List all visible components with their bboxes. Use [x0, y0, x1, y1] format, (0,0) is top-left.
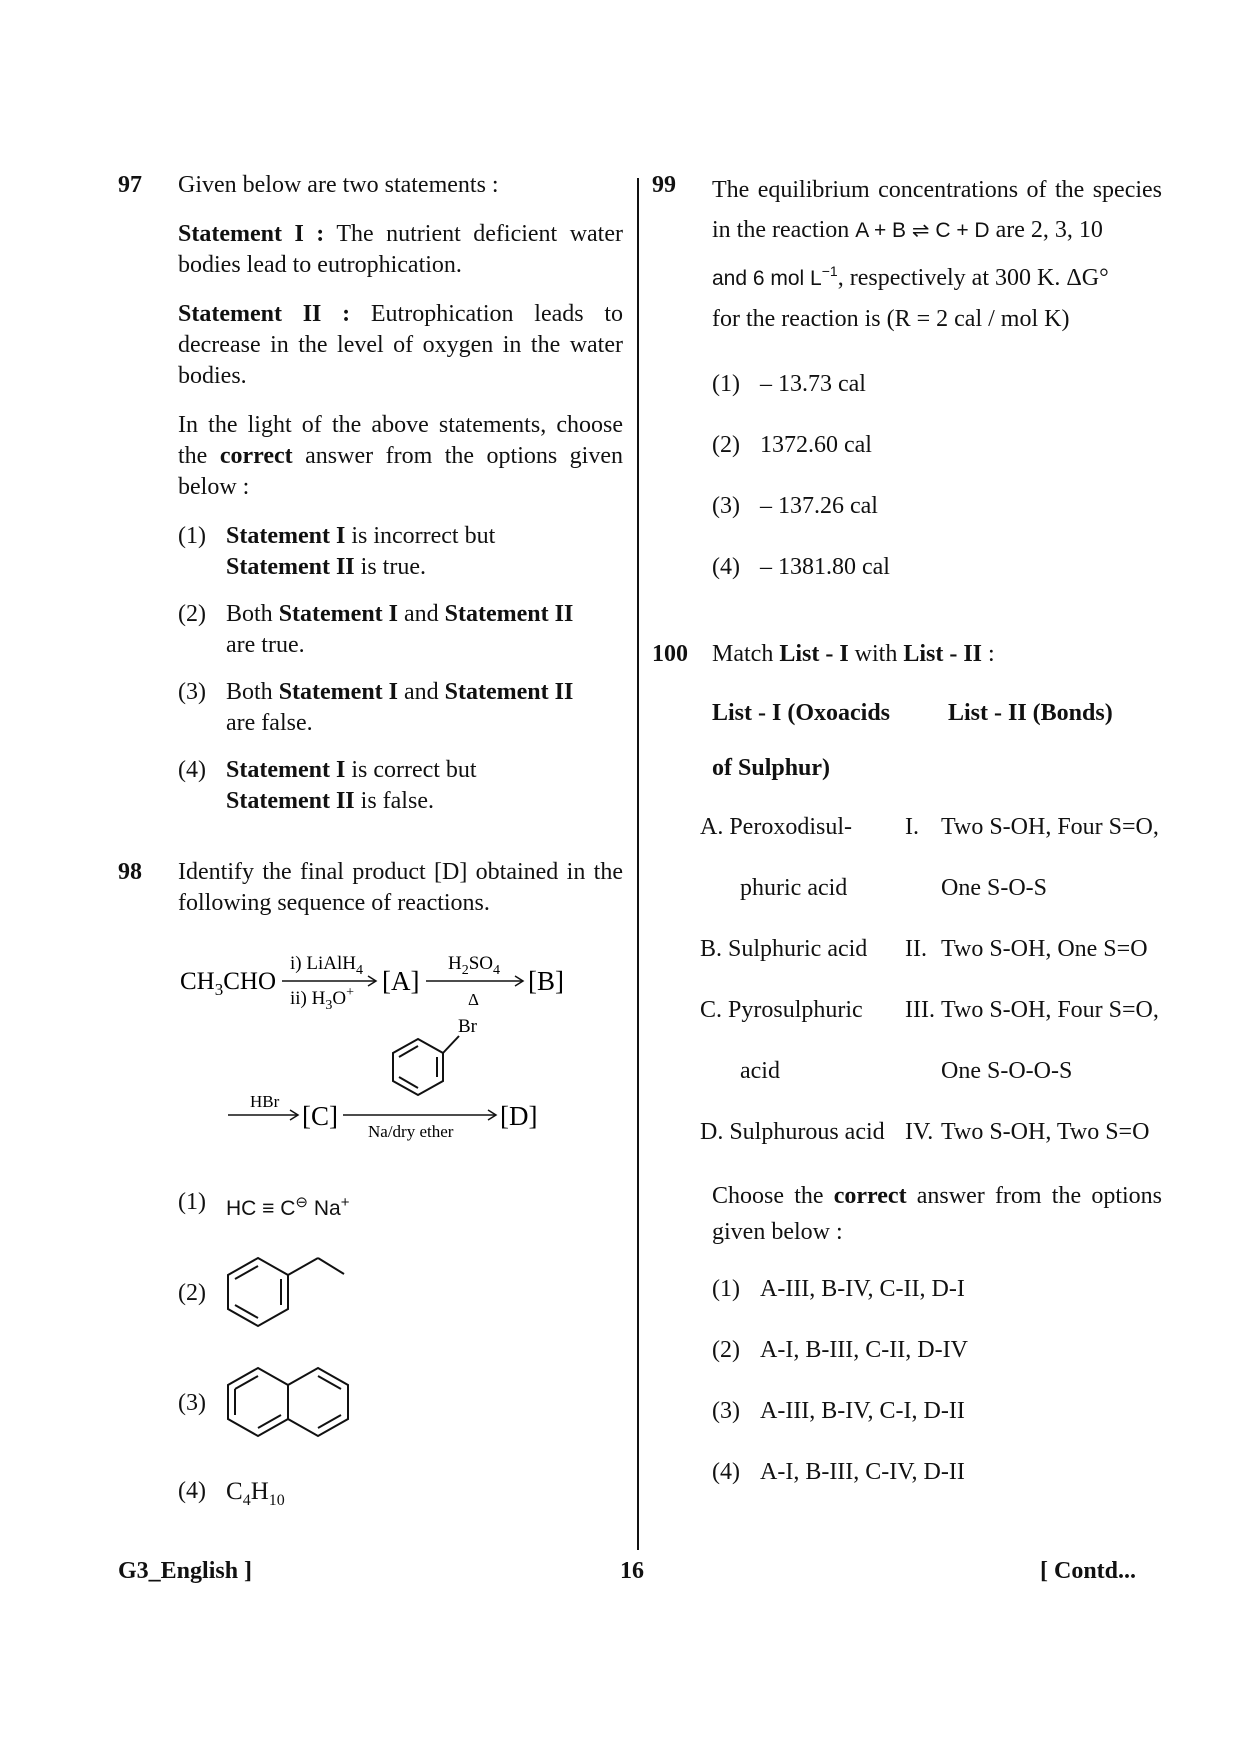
option-2[interactable]: [712, 1335, 1162, 1366]
question-number: 97: [118, 172, 142, 198]
list-2-numeral: I.: [905, 814, 919, 840]
list-2-numeral: III.: [905, 997, 935, 1023]
option-text: and: [398, 679, 445, 705]
option-3[interactable]: [178, 1360, 623, 1456]
product-d: [D]: [500, 1101, 538, 1131]
option-1[interactable]: [178, 1187, 623, 1224]
question-text: [712, 639, 1162, 670]
statement-text: The nutrient deficient water bodies lead to eutrophication.: [178, 221, 623, 278]
prompt-emphasis: correct: [833, 1183, 907, 1209]
option-3[interactable]: [178, 677, 623, 739]
question-intro: Given below are two statements :: [178, 172, 499, 198]
prompt-text: answer from the options given below :: [178, 443, 623, 500]
question-text-part: :: [982, 641, 995, 667]
bromine-label: Br: [458, 1016, 477, 1037]
option-text: 1372.60 cal: [760, 432, 872, 458]
list-2-header: List - II (Bonds): [948, 700, 1113, 726]
list-1-item: acid: [740, 1058, 780, 1084]
option-bold: Statement II: [444, 679, 574, 705]
question-text: Identify the final product [D] obtained in the following sequence of reactions.: [178, 859, 623, 916]
reagent-2-top: $H_2SO_4$: [448, 953, 501, 978]
option-text: is incorrect but: [345, 523, 496, 549]
option-number: (3): [178, 679, 206, 705]
prompt-text: In the light of the above statements, choose the: [178, 412, 623, 469]
question-prompt: [178, 410, 623, 503]
unit-exponent: −1: [821, 263, 838, 279]
prompt-text: answer from the options given below :: [712, 1183, 1162, 1245]
bromobenzene-structure: [393, 1036, 459, 1095]
match-row: [700, 995, 1162, 1026]
option-text: – 13.73 cal: [760, 371, 866, 397]
option-bold: Statement II: [226, 788, 355, 814]
footer-booklet-code: G3_English ]: [118, 1558, 253, 1584]
option-text: Both: [226, 601, 279, 627]
statement-text: Eutrophication leads to decrease in the level of oxygen in the water bodies.: [178, 301, 623, 389]
statement-label: Statement I :: [178, 221, 325, 247]
left-column: [118, 170, 623, 1532]
option-number: (1): [712, 1276, 740, 1302]
list-2-numeral: IV.: [905, 1119, 934, 1145]
question-number: 99: [652, 172, 676, 198]
option-text: A-III, B-IV, C-I, D-II: [760, 1398, 965, 1424]
option-4[interactable]: [712, 1457, 1162, 1488]
unit-text: and 6 mol L: [712, 267, 822, 290]
option-number: (2): [712, 1337, 740, 1363]
option-number: (3): [178, 1390, 206, 1416]
list-1-item: D. Sulphurous acid: [700, 1119, 885, 1145]
question-emphasis: List - II: [903, 641, 983, 667]
list-1-header-continued: of Sulphur): [712, 755, 831, 781]
option-3[interactable]: [712, 491, 1162, 522]
option-bold: Statement I: [226, 523, 346, 549]
list-2-item: Two S-OH, Four S=O,: [941, 997, 1159, 1023]
reagent-1-bottom: ii) $H_3O^+$: [290, 985, 354, 1013]
intermediate-a: [A]: [382, 966, 420, 996]
option-2[interactable]: [178, 599, 623, 661]
list-2-item: Two S-OH, One S=O: [941, 936, 1148, 962]
option-number: (4): [712, 554, 740, 580]
option-number: (4): [712, 1459, 740, 1485]
prompt-text: Choose the: [712, 1183, 834, 1209]
match-row: [700, 934, 1162, 965]
charge: ⊖: [295, 1194, 308, 1211]
list-2-item: Two S-OH, Four S=O,: [941, 814, 1159, 840]
list-1-header: List - I (Oxoacids: [712, 700, 891, 726]
biphenyl-structure: [226, 1360, 386, 1456]
option-number: (1): [178, 523, 206, 549]
question-97: [118, 170, 623, 817]
list-2-item: One S-O-O-S: [941, 1058, 1073, 1084]
right-column: [652, 170, 1162, 1518]
option-number: (1): [178, 1189, 206, 1215]
statement-label: Statement II :: [178, 301, 351, 327]
question-text-part: for the reaction is (R = 2 cal / mol K): [712, 306, 1070, 332]
option-1[interactable]: [712, 1274, 1162, 1305]
list-2-item: One S-O-S: [941, 875, 1047, 901]
option-number: (2): [178, 601, 206, 627]
question-text-part: are 2, 3, 10: [989, 217, 1103, 243]
list-1-item: phuric acid: [740, 875, 848, 901]
option-bold: Statement II: [226, 554, 355, 580]
option-4[interactable]: [712, 552, 1162, 583]
ethylbenzene-structure: [226, 1250, 366, 1346]
reaction-scheme: [178, 937, 623, 1167]
list-1-item: A. Peroxodisul-: [700, 814, 852, 840]
question-emphasis: List - I: [779, 641, 849, 667]
list-2-numeral: II.: [905, 936, 927, 962]
match-row: [700, 1117, 1162, 1148]
reaction-equation: A + B ⇌ C + D: [855, 219, 990, 242]
match-row: [712, 873, 1162, 904]
intermediate-b: [B]: [528, 966, 564, 996]
match-row: [712, 1056, 1162, 1087]
option-text: Both: [226, 679, 279, 705]
option-2[interactable]: [712, 430, 1162, 461]
statement-2: [178, 299, 623, 392]
column-divider: [637, 178, 639, 1550]
option-text: A-I, B-III, C-IV, D-II: [760, 1459, 965, 1485]
option-bold: Statement I: [278, 679, 398, 705]
option-text: is correct but: [345, 757, 477, 783]
option-text: is false.: [354, 788, 434, 814]
reagent-1-top: i) LiAlH$_4$: [290, 953, 363, 978]
question-prompt: [712, 1178, 1162, 1250]
option-text: is true.: [354, 554, 426, 580]
match-row: [700, 812, 1162, 843]
statement-1: [178, 219, 623, 281]
formula-text: Na: [308, 1197, 341, 1220]
question-text: [712, 170, 1162, 339]
option-4[interactable]: [178, 755, 623, 817]
reagent-2-bottom: Δ: [468, 990, 479, 1009]
intermediate-c: [C]: [302, 1101, 338, 1131]
option-number: (2): [178, 1280, 206, 1306]
footer-page-number: 16: [620, 1558, 644, 1584]
list-1-item: B. Sulphuric acid: [700, 936, 868, 962]
option-text: A-III, B-IV, C-II, D-I: [760, 1276, 965, 1302]
option-number: (4): [178, 757, 206, 783]
question-text-part: The equilibrium concentrations of the species in the reaction: [712, 177, 1162, 243]
question-98: [118, 857, 623, 1516]
option-number: (3): [712, 493, 740, 519]
question-100: [652, 639, 1162, 1488]
option-text: – 1381.80 cal: [760, 554, 890, 580]
reactant: $CH_3CHO$: [180, 968, 277, 999]
reagent-3: HBr: [250, 1092, 280, 1111]
option-2[interactable]: [178, 1250, 623, 1346]
option-3[interactable]: [712, 1396, 1162, 1427]
reagent-4: Na/dry ether: [368, 1122, 454, 1141]
question-text-part: Match: [712, 641, 780, 667]
question-number: 100: [652, 641, 688, 667]
option-text: and: [398, 601, 445, 627]
question-text-part: , respectively at 300 K. ΔG°: [837, 265, 1109, 291]
option-bold: Statement II: [444, 601, 574, 627]
list-1-item: C. Pyrosulphuric: [700, 997, 863, 1023]
option-text: are true.: [226, 632, 305, 658]
option-formula: $C_4H_{10}$: [226, 1478, 285, 1509]
option-number: (2): [712, 432, 740, 458]
option-text: – 137.26 cal: [760, 493, 878, 519]
option-bold: Statement I: [226, 757, 346, 783]
list-2-item: Two S-OH, Two S=O: [941, 1119, 1150, 1145]
footer-continued: [ Contd...: [1040, 1558, 1137, 1584]
option-number: (4): [178, 1478, 206, 1504]
charge: +: [340, 1194, 350, 1211]
option-text: A-I, B-III, C-II, D-IV: [760, 1337, 968, 1363]
question-number: 98: [118, 859, 142, 885]
reaction-diagram: [178, 937, 608, 1167]
option-number: (1): [712, 371, 740, 397]
question-99: [652, 170, 1162, 583]
question-text-part: with: [848, 641, 904, 667]
option-4[interactable]: [178, 1476, 623, 1516]
prompt-emphasis: correct: [219, 443, 293, 469]
option-number: (3): [712, 1398, 740, 1424]
match-header: [712, 698, 1162, 729]
option-1[interactable]: [178, 521, 623, 583]
option-formula: [226, 1194, 350, 1220]
option-text: are false.: [226, 710, 313, 736]
option-bold: Statement I: [278, 601, 398, 627]
formula-text: HC ≡ C: [226, 1197, 296, 1220]
option-1[interactable]: [712, 369, 1162, 400]
